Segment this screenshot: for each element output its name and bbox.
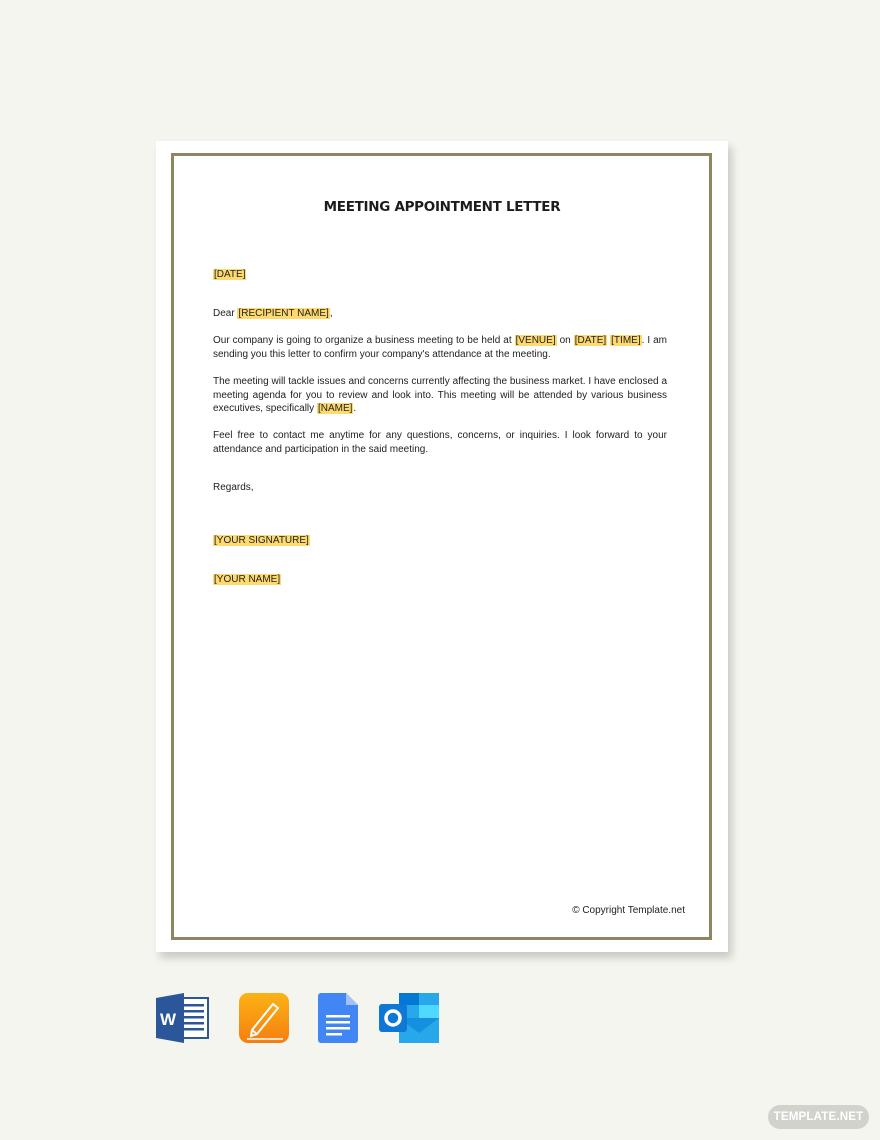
paragraph-3: Feel free to contact me anytime for any questions, concerns, or inquiries. I look forward to your attendance and participation in the said meeting.: [213, 430, 667, 455]
template-net-watermark: TEMPLATE.NET: [768, 1105, 869, 1129]
sender-name-line: [213, 573, 667, 587]
meeting-date-placeholder: [DATE]: [574, 335, 607, 346]
copyright-notice: © Copyright Template.net: [572, 905, 685, 916]
letter-title: MEETING APPOINTMENT LETTER: [323, 199, 561, 215]
signature-line: [213, 534, 667, 548]
letter-preview: [156, 141, 728, 952]
date-placeholder: [DATE]: [214, 269, 246, 280]
svg-text:W: W: [159, 1010, 177, 1029]
venue-placeholder: [VENUE]: [515, 335, 556, 346]
pages-icon[interactable]: [239, 993, 291, 1043]
google-docs-icon[interactable]: [318, 993, 370, 1043]
salutation-prefix: Dear: [213, 308, 238, 319]
recipient-placeholder: [RECIPIENT NAME]: [238, 308, 329, 319]
paragraph-1: [213, 334, 667, 361]
outlook-icon[interactable]: [379, 993, 431, 1043]
para1-text: . I am sending you this letter to confirm your company's attendance at the meeting.: [213, 335, 668, 360]
name-placeholder: [NAME]: [317, 403, 353, 414]
word-icon[interactable]: [156, 993, 208, 1043]
salutation-suffix: ,: [329, 308, 333, 319]
para1-text: Our company is going to organize a business meeting to be held at: [213, 335, 515, 346]
time-placeholder: [TIME]: [611, 335, 641, 346]
para2-text: The meeting will tackle issues and concerns currently affecting the business market. I have enclosed a meeting agenda for you to review and look into. This meeting will be attended by various business executives, specifically: [213, 376, 667, 414]
paragraph-2: [213, 375, 667, 416]
signature-placeholder: [YOUR SIGNATURE]: [214, 535, 309, 546]
closing: Regards,: [213, 482, 254, 493]
your-name-placeholder: [YOUR NAME]: [214, 574, 281, 585]
para1-text: on: [556, 335, 574, 346]
salutation: [213, 307, 667, 321]
para2-text: .: [353, 403, 357, 414]
date-line: [213, 268, 667, 282]
